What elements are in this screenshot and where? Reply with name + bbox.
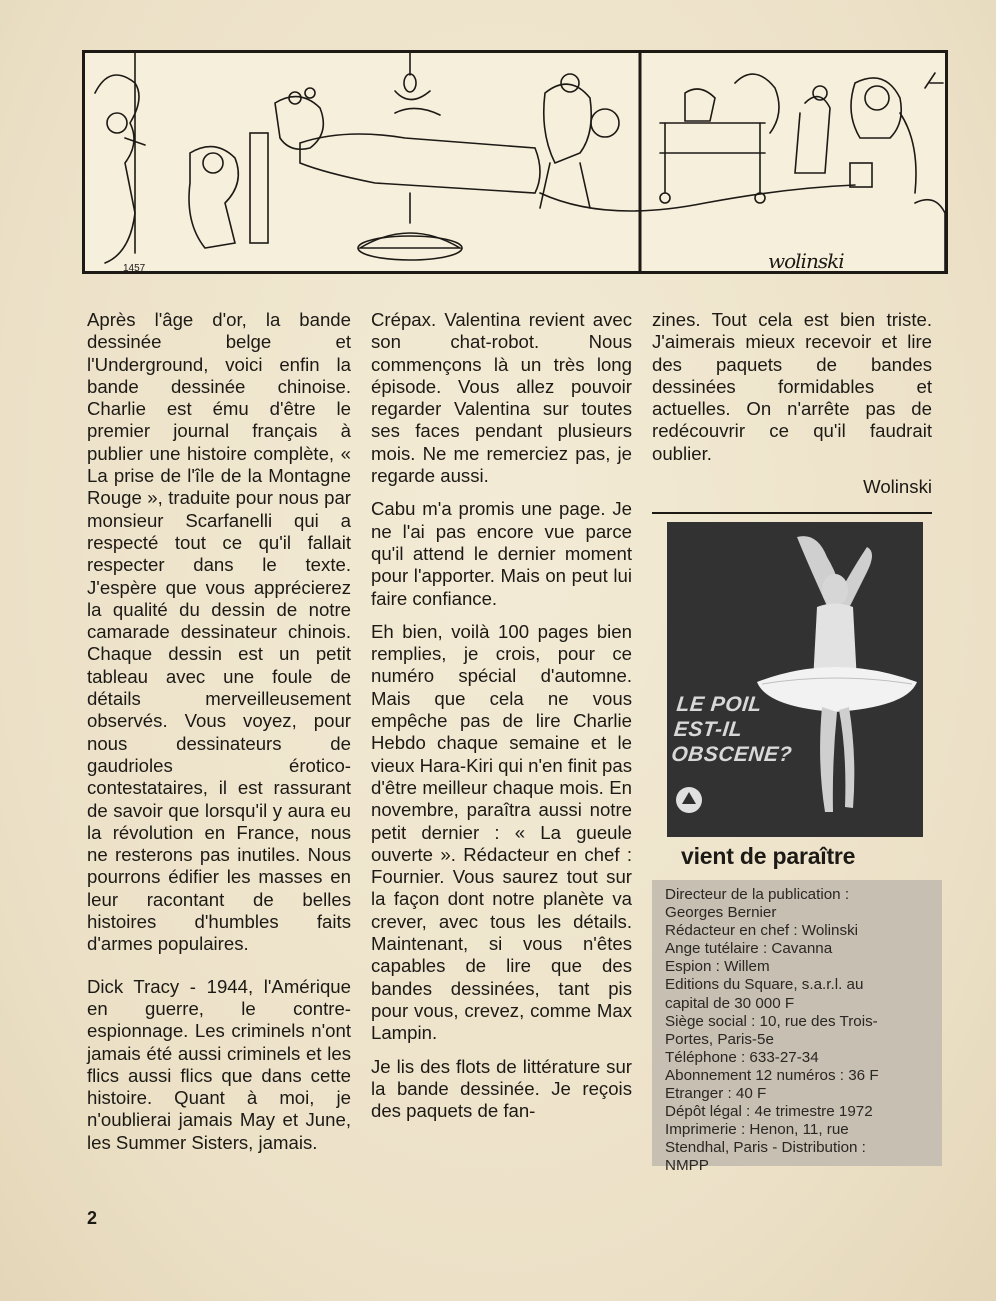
imprint-line: Georges Bernier <box>665 904 777 922</box>
imprint-line: Editions du Square, s.a.r.l. au <box>665 976 864 994</box>
paragraph: Dick Tracy - 1944, l'Amérique en guerre, le contre-espionnage. Les criminels n'ont jamais été aussi criminels et les flics aussi flics que dans cette histoire. Quant à moi, je n'oublierai jamais May et June, les Summer Sisters, jamais. <box>87 975 351 1153</box>
imprint-line: Siège social : 10, rue des Trois- <box>665 1012 878 1030</box>
comic-strip <box>82 50 948 274</box>
book-cover-image <box>667 522 923 837</box>
imprint-line: Téléphone : 633-27-34 <box>665 1048 819 1066</box>
paragraph: Après l'âge d'or, la bande dessinée belge et l'Underground, voici enfin la bande dessinée chinoise. Charlie est ému d'être le premier journal français à publier une histoire complète, « La prise de l'île de la Montagne Rouge », traduite pour nous par monsieur Scarfanelli qui a respecté tout ce qu'il fallait respecter dans le texte. J'espère que vous apprécierez la qualité du dessin de notre camarade dessinateur chinois. Chaque dessin est un petit tableau avec une foule de détails merveilleusement observés. Vous voyez, pour nous dessinateurs de gaudrioles érotico-contestataires, il est rassurant de savoir que lorsqu'il y aura eu la révolution en France, nous ne resterons pas inutiles. Nous pourrons édifier les masses en leur racontant de belles histoires d'humbles faits d'armes populaires. <box>87 309 351 955</box>
imprint-line: Abonnement 12 numéros : 36 F <box>665 1066 879 1084</box>
page-number: 2 <box>87 1208 98 1228</box>
imprint-box <box>652 880 942 1175</box>
strip-number: 1457 <box>123 263 146 274</box>
text-column-2 <box>371 309 632 1133</box>
imprint-line: Espion : Willem <box>665 958 770 976</box>
strip-signature: wolinski <box>768 249 844 273</box>
imprint-line: capital de 30 000 F <box>665 994 795 1012</box>
imprint-line: Directeur de la publication : <box>665 886 850 903</box>
imprint-line: Etranger : 40 F <box>665 1085 767 1103</box>
cover-title-line: EST-IL <box>672 718 744 741</box>
text-column-1 <box>87 309 351 1165</box>
imprint-line: Imprimerie : Henon, 11, rue <box>665 1121 849 1139</box>
cover-caption: vient de paraître <box>681 843 856 869</box>
paragraph: zines. Tout cela est bien triste. J'aimerais mieux recevoir et lire des paquets de bandes dessinées formidables et actuelles. On n'arrête pas de redécouvrir ce qu'il faudrait oublier. <box>652 309 932 464</box>
imprint-line: NMPP <box>665 1157 709 1175</box>
paragraph: Cabu m'a promis une page. Je ne l'ai pas encore vue parce qu'il attend le dernier moment pour l'apporter. Mais on peut lui faire confiance. <box>371 498 632 609</box>
cover-title-line: LE POIL <box>675 693 764 716</box>
imprint-line: Portes, Paris-5e <box>665 1030 774 1048</box>
imprint-line: Dépôt légal : 4e trimestre 1972 <box>665 1103 873 1121</box>
ballerina-illustration <box>667 522 923 837</box>
divider <box>652 512 932 514</box>
imprint-line: Rédacteur en chef : Wolinski <box>665 922 859 940</box>
paragraph: Je lis des flots de littérature sur la bande dessinée. Je reçois des paquets de fan- <box>371 1055 632 1122</box>
imprint-line: Ange tutélaire : Cavanna <box>665 940 833 958</box>
cover-title-line: OBSCENE? <box>670 743 794 766</box>
author-signature: Wolinski <box>863 476 932 498</box>
cover-title <box>670 692 808 767</box>
imprint-line: Stendhal, Paris - Distribution : <box>665 1139 866 1157</box>
comic-strip-drawing <box>85 53 945 271</box>
text-column-3 <box>652 309 932 498</box>
paragraph: Eh bien, voilà 100 pages bien remplies, je crois, pour ce numéro spécial d'automne. Mais que cela ne vous empêche pas de lire Charlie Hebdo chaque semaine et le vieux Hara-Kiri qui n'en finit pas d'être meilleur chaque mois. En novembre, paraîtra aussi notre petit dernier : « La gueule ouverte ». Rédacteur en chef : Fournier. Vous saurez tout sur la façon dont notre planète va crever, avec tous les détails. Maintenant, si vous n'êtes capables de lire que des bandes dessinées, tant pis pour vous, crevez, comme Max Lampin. <box>371 620 632 1044</box>
paragraph: Crépax. Valentina revient avec son chat-robot. Nous commençons là un très long épisode. Vous allez pouvoir regarder Valentina sur toutes ses faces pendant plusieurs mois. Ne me remerciez pas, je regarde aussi. <box>371 309 632 487</box>
